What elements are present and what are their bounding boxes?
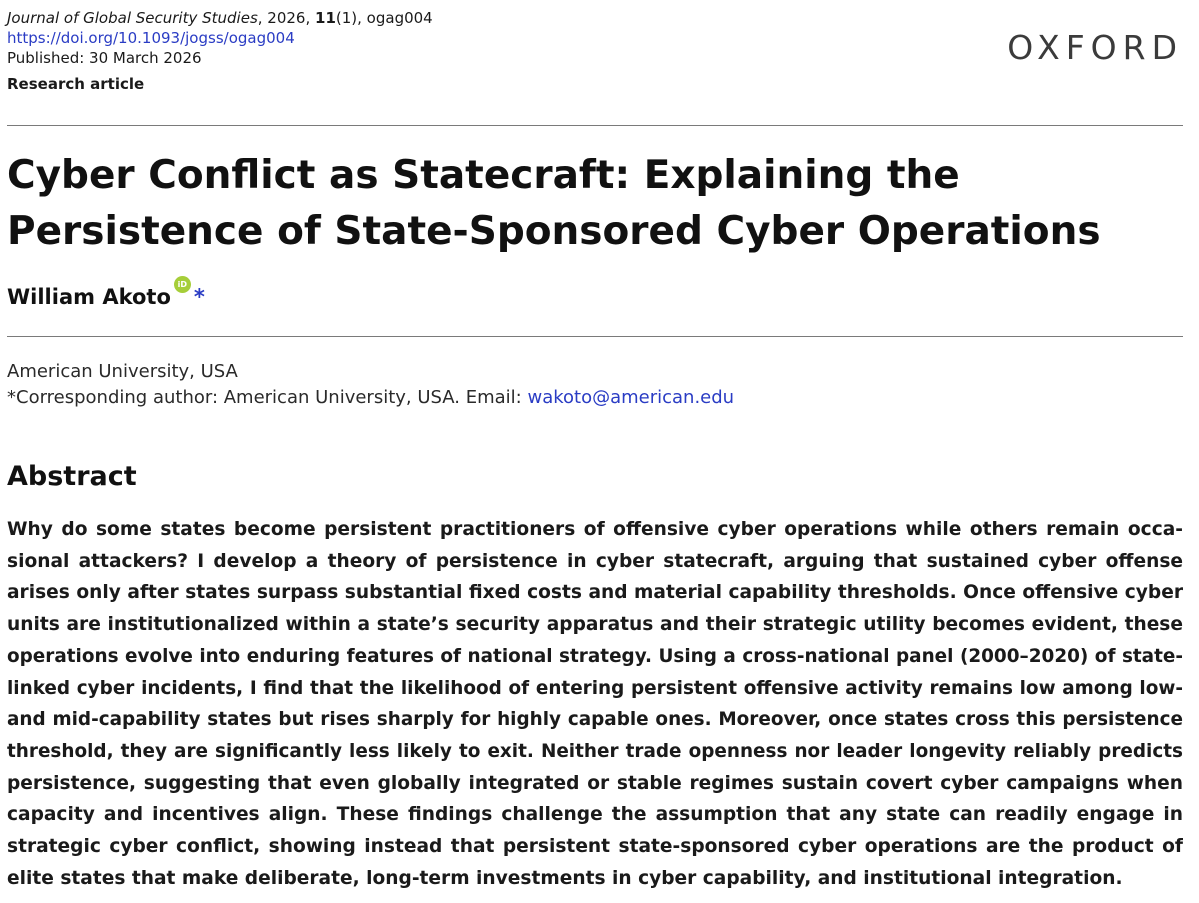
corresponding-author-text: *Corresponding author: American University, USA. Email: xyxy=(7,387,528,408)
affiliation: American University, USA xyxy=(7,361,238,382)
author-divider xyxy=(7,336,1183,337)
abstract-line: operations evolve into enduring features of national strategy. Using a cross-national panel (2000–2020) of state- xyxy=(7,645,1183,667)
abstract-line: strategic cyber conflict, showing instead that persistent state-sponsored cyber operations are the product of xyxy=(7,836,1183,858)
title-line: Persistence of State-Sponsored Cyber Operations xyxy=(7,209,1101,254)
abstract-line: Why do some states become persistent practitioners of offensive cyber operations while others remain occa- xyxy=(7,519,1183,540)
header-divider xyxy=(7,125,1183,126)
corresponding-author-note xyxy=(7,385,734,411)
doi-link[interactable]: https://doi.org/10.1093/jogss/ogag004 xyxy=(7,29,295,47)
abstract-line: and mid-capability states but rises sharply for highly capable ones. Moreover, once states cross this persistence xyxy=(7,709,1183,731)
citation-volume: 11 xyxy=(315,9,336,27)
author-name[interactable]: William Akoto xyxy=(7,285,171,309)
affiliation-block xyxy=(7,359,734,411)
citation-issue: (1), ogag004 xyxy=(335,9,433,27)
article-type: Research article xyxy=(7,75,145,93)
corresponding-author-link[interactable]: * xyxy=(193,285,205,309)
article-page xyxy=(7,0,1183,903)
citation-year: , 2026, xyxy=(257,9,316,27)
abstract-line: sional attackers? I develop a theory of persistence in cyber statecraft, arguing that sustained cyber offense xyxy=(7,550,1183,572)
journal-name: Journal of Global Security Studies xyxy=(7,9,258,27)
email-link[interactable]: wakoto@american.edu xyxy=(527,387,735,408)
journal-citation xyxy=(7,8,433,28)
author-row xyxy=(7,279,205,312)
abstract-line: elite states that make deliberate, long-term investments in cyber capability, and institutional integration. xyxy=(7,867,1123,889)
article-metadata xyxy=(7,8,433,94)
abstract-line: threshold, they are significantly less likely to exit. Neither trade openness nor leader longevity reliably predicts xyxy=(7,740,1183,762)
article-title xyxy=(7,148,1183,260)
title-line: Cyber Conflict as Statecraft: Explaining the xyxy=(7,153,960,198)
abstract-line: units are institutionalized within a state’s security apparatus and their strategic utility becomes evident, these xyxy=(7,614,1183,636)
abstract-heading: Abstract xyxy=(7,461,137,492)
abstract-line: capacity and incentives align. These findings challenge the assumption that any state can readily engage in xyxy=(7,804,1183,826)
oxford-logo[interactable]: OXFORD xyxy=(1007,28,1183,67)
abstract-line: arises only after states surpass substantial fixed costs and material capability thresholds. Once offensive cyber xyxy=(7,582,1183,604)
published-date: Published: 30 March 2026 xyxy=(7,49,202,67)
orcid-icon[interactable]: iD xyxy=(174,276,191,293)
abstract-line: persistence, suggesting that even globally integrated or stable regimes sustain covert cyber campaigns when xyxy=(7,772,1183,794)
abstract-body xyxy=(7,514,1183,894)
abstract-line: linked cyber incidents, I find that the likelihood of entering persistent offensive activity remains low among low- xyxy=(7,677,1183,699)
